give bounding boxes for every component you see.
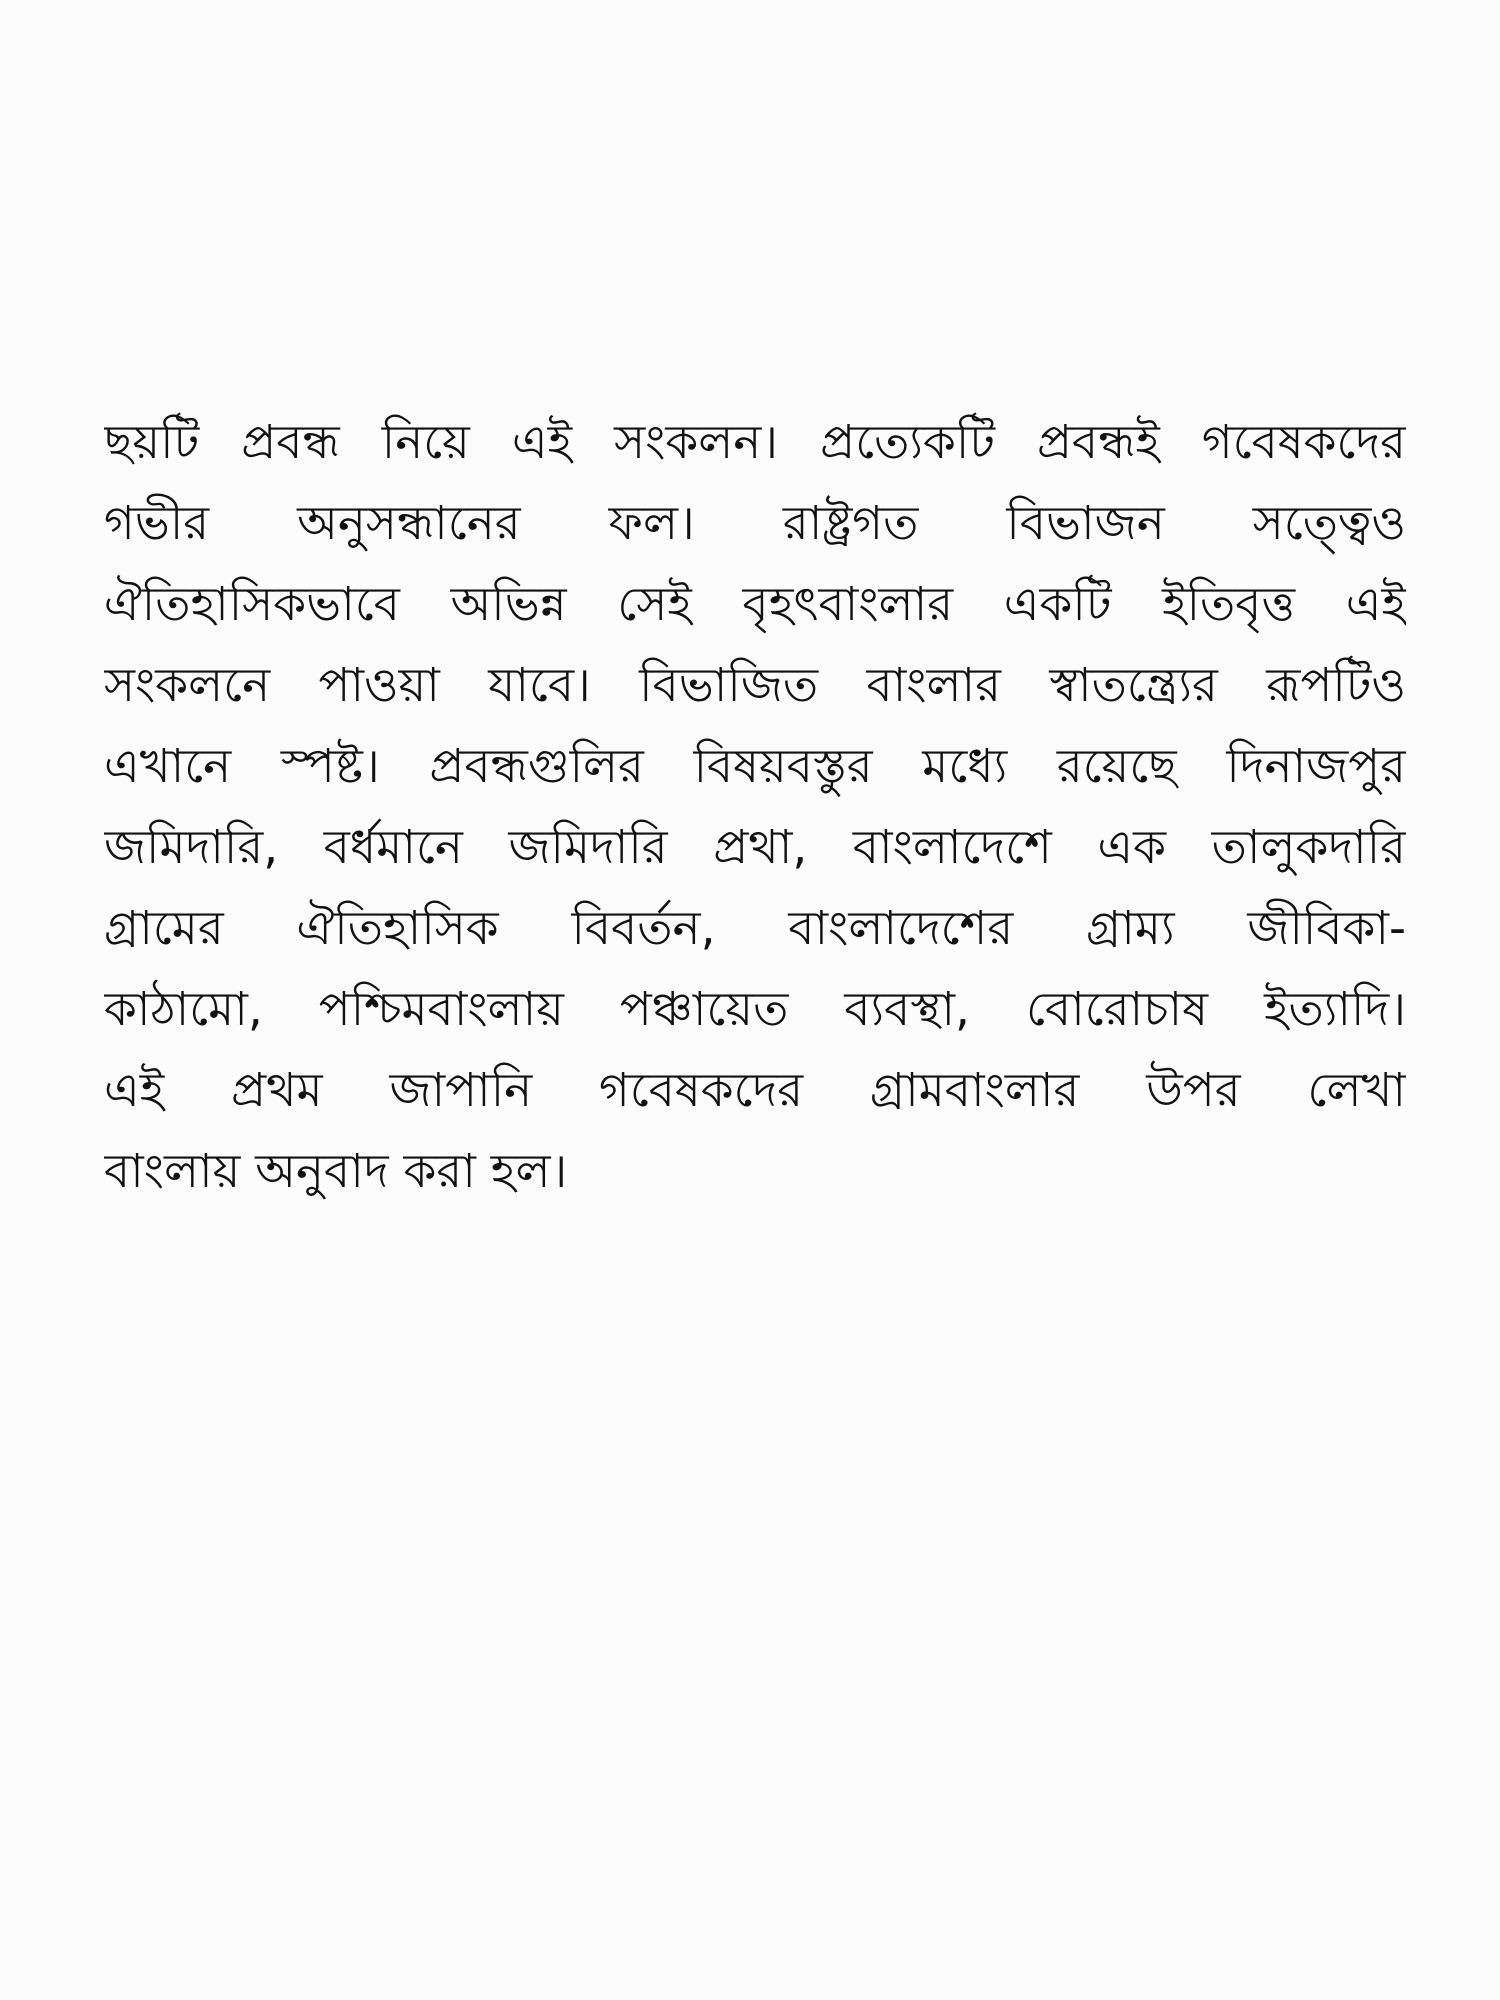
- paragraph-line-3: ঐতিহাসিকভাবে অভিন্ন সেই বৃহৎবাংলার একটি ইতিবৃত্ত এই: [104, 577, 1406, 632]
- paragraph-line-2: গভীর অনুসন্ধানের ফল। রাষ্ট্রগত বিভাজন সত্ত্বেও: [104, 496, 1406, 551]
- paragraph-line-7: গ্রামের ঐতিহাসিক বিবর্তন, বাংলাদেশের গ্রাম্য জীবিকা-: [104, 901, 1406, 956]
- body-paragraph: [104, 402, 1406, 1212]
- paragraph-line-6: জমিদারি, বর্ধমানে জমিদারি প্রথা, বাংলাদেশে এক তালুকদারি: [104, 820, 1406, 875]
- paragraph-line-1: ছয়টি প্রবন্ধ নিয়ে এই সংকলন। প্রত্যেকটি প্রবন্ধই গবেষকদের: [104, 415, 1406, 470]
- paragraph-line-9: এই প্রথম জাপানি গবেষকদের গ্রামবাংলার উপর লেখা: [104, 1063, 1406, 1118]
- paragraph-line-4: সংকলনে পাওয়া যাবে। বিভাজিত বাংলার স্বাতন্ত্র্যের রূপটিও: [104, 658, 1406, 713]
- paragraph-line-5: এখানে স্পষ্ট। প্রবন্ধগুলির বিষয়বস্তুর মধ্যে রয়েছে দিনাজপুর: [104, 739, 1406, 794]
- paragraph-line-10: বাংলায় অনুবাদ করা হল।: [104, 1144, 568, 1199]
- paragraph-line-8: কাঠামো, পশ্চিমবাংলায় পঞ্চায়েত ব্যবস্থা, বোরোচাষ ইত্যাদি।: [104, 982, 1406, 1037]
